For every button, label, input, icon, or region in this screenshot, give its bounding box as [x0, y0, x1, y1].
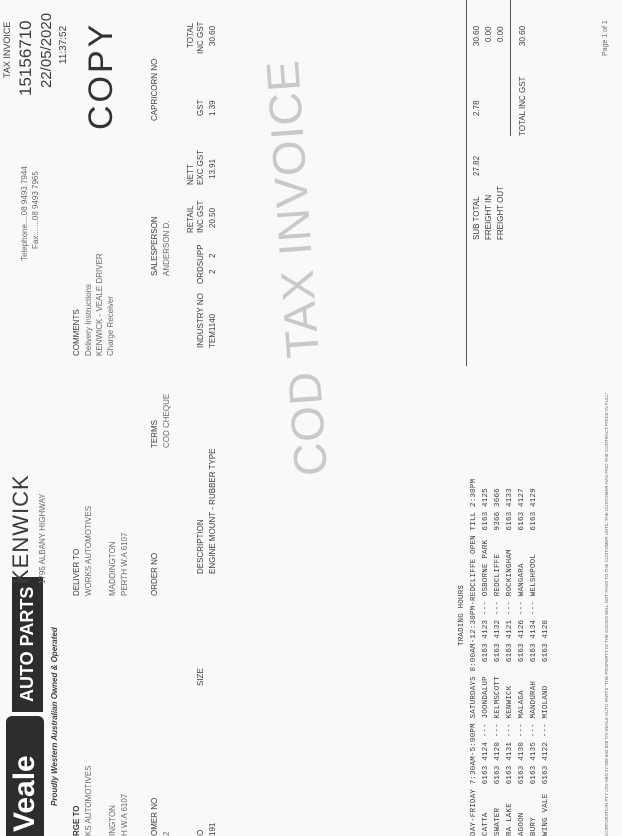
customer-no-label: OMER NO [150, 797, 159, 836]
comments-label: COMMENTS [72, 309, 81, 356]
row-industry-no: TEM1140 [208, 313, 217, 348]
branch-address: 1795 ALBANY HIGHWAY [38, 493, 47, 584]
store-line: SWATER 6163 4120 --- KELMSCOTT 6163 4132 --- REDCLIFFE 9366 3666 [494, 488, 502, 836]
col-ordsupp-header: ORDSUPP [196, 244, 205, 284]
col-gst-header: GST [196, 99, 205, 116]
col-code-header: O [196, 829, 205, 836]
legal-footer: CORPORATION PTY LTD ABN 27 008 842 698 T/A VEALE AUTO PARTS "THE PROPERTY IN THE GOODS WILL NOT PASS TO THE CUSTOMER UNTIL THE CUSTOMER HAS PAID THE CONTRACT PRICE IN FULL" [604, 392, 609, 836]
charge-to-line3: H W.A 6107 [120, 793, 129, 836]
row-ord: 2 [208, 269, 217, 274]
customer-no-value: 2 [162, 831, 171, 836]
row-gst: 1.39 [208, 100, 217, 116]
col-description-header: DESCRIPTION [196, 519, 205, 574]
total-label: TOTAL INC GST [518, 76, 527, 136]
store-line: RA LAKE 6163 4131 --- KENWICK 6163 4121 --- ROCKINGHAM 6163 4133 [506, 488, 514, 836]
charge-to-line1: KS AUTOMOTIVES [84, 765, 93, 836]
row-total: 30.60 [208, 25, 217, 46]
comments-line3: Charge Receiver [106, 295, 115, 356]
trading-hours-line: DAY-FRIDAY 7:30AM-5:00PM SATURDAYS 8:00AM-12:30PM-REDCLIFFE OPEN TILL 2:30PM [470, 478, 478, 836]
order-no-label: ORDER NO [150, 552, 159, 596]
freight-out-value: 0.00 [496, 26, 505, 42]
tagline: Proudly Western Australian Owned & Operated [50, 627, 59, 806]
comments-line1: Delivery Instructions [84, 283, 93, 356]
copy-stamp: COPY [82, 21, 120, 130]
row-retail: 20.50 [208, 207, 217, 228]
subtotal-nett: 27.82 [472, 155, 481, 176]
total-divider [510, 0, 511, 136]
terms-value: COD CHEQUE [162, 393, 171, 448]
charge-to-line2: INGTON [108, 805, 117, 836]
store-line: BURY 6163 4135 --- MANDURAH 6163 4134 --- WELSHPOOL 6163 4129 [530, 488, 538, 836]
row-nett: 13.91 [208, 158, 217, 179]
col-nett-sub: EXC GST [196, 149, 205, 185]
col-industry-header: INDUSTRY NO [196, 293, 205, 348]
cod-watermark: COD TAX INVOICE [255, 58, 337, 478]
freight-in-value: 0.00 [484, 26, 493, 42]
col-total-sub: INC GST [196, 21, 205, 54]
salesperson-label: SALESPERSON [150, 216, 159, 276]
row-supp: 2 [208, 253, 217, 258]
row-code: 191 [208, 822, 217, 836]
branch-name: KENWICK [8, 474, 33, 584]
deliver-to-line3: PERTH W.A 6107 [120, 532, 129, 596]
brand-logo: Veale [6, 716, 44, 836]
subtotal-label: SUB TOTAL [472, 196, 481, 240]
doc-type: TAX INVOICE [2, 21, 12, 78]
col-retail-sub: INC GST [196, 200, 205, 233]
col-retail-header: RETAIL [186, 205, 195, 233]
terms-label: TERMS [150, 420, 159, 448]
freight-out-label: FREIGHT OUT [496, 185, 505, 240]
invoice-date: 22/05/2020 [38, 12, 55, 88]
charge-to-label: RGE TO [72, 805, 81, 836]
store-line: WING VALE 6163 4122 --- MIDLAND 6163 4128 [542, 619, 550, 836]
total-value: 30.60 [518, 25, 527, 46]
subtotal-total: 30.60 [472, 25, 481, 46]
col-size-header: SIZE [196, 668, 205, 686]
subtotal-gst: 2.78 [472, 100, 481, 116]
deliver-to-line2: MADDINGTON [108, 541, 117, 596]
page-number: Page 1 of 1 [602, 20, 609, 56]
store-line: CATTA 6163 4124 --- JOONDALUP 6163 4123 --- OSBORNE PARK 6163 4125 [482, 488, 490, 836]
comments-line2: KENWICK - VEALE DRIVER [95, 253, 104, 356]
row-description: ENGINE MOUNT - RUBBER TYPE [208, 448, 217, 574]
totals-divider [466, 0, 467, 366]
salesperson-value: ANDERSON D. [162, 220, 171, 276]
invoice-number: 15156710 [16, 20, 35, 96]
fax: Fax.......08 9493 7965 [31, 171, 40, 249]
invoice-time: 11:37:52 [58, 25, 69, 64]
col-nett-header: NETT [186, 164, 195, 185]
deliver-to-line1: WORKS AUTOMOTIVES [84, 505, 93, 596]
telephone: Telephone....08 9493 7944 [20, 166, 29, 261]
auto-parts-badge: AUTO PARTS [12, 577, 43, 712]
deliver-to-label: DELIVER TO [72, 548, 81, 596]
freight-in-label: FREIGHT IN [484, 194, 493, 240]
trading-hours-title: TRADING HOURS [458, 584, 466, 646]
col-total-header: TOTAL [186, 22, 195, 48]
capricorn-label: CAPRICORN NO [150, 58, 159, 121]
store-line: AGOON 6163 4130 --- MALAGA 6163 4126 --- WANGARA 6163 4127 [518, 488, 526, 836]
